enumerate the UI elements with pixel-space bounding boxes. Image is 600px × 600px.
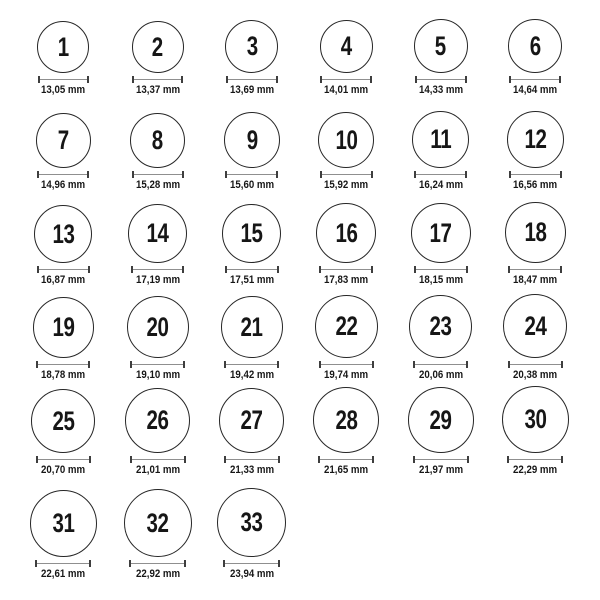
diameter-label: 22,61 mm bbox=[41, 568, 86, 580]
ring-size-row bbox=[16, 99, 600, 194]
ring-size-number: 26 bbox=[146, 405, 169, 435]
diameter-dimension-line bbox=[36, 456, 91, 463]
diameter-label: 18,15 mm bbox=[418, 274, 463, 286]
diameter-label: 15,60 mm bbox=[229, 179, 275, 191]
ring-size-number: 4 bbox=[340, 31, 352, 61]
diameter-label: 14,33 mm bbox=[418, 84, 463, 96]
ring-circle bbox=[225, 20, 278, 73]
ring-size-cell bbox=[488, 194, 582, 289]
diameter-label: 18,78 mm bbox=[41, 369, 86, 381]
diameter-dimension-line bbox=[132, 171, 184, 178]
ring-circle bbox=[37, 21, 89, 73]
ring-circle bbox=[507, 111, 564, 168]
ring-size-number: 17 bbox=[429, 217, 452, 248]
ring-size-cell bbox=[16, 4, 110, 99]
ring-size-number: 27 bbox=[240, 405, 263, 435]
ring-circle bbox=[127, 296, 189, 358]
ring-size-cell bbox=[110, 4, 204, 99]
ring-size-number: 1 bbox=[57, 31, 69, 62]
ring-size-cell bbox=[110, 99, 204, 194]
ring-size-cell bbox=[394, 194, 488, 289]
diameter-label: 17,51 mm bbox=[229, 274, 275, 286]
ring-size-number: 6 bbox=[529, 30, 541, 61]
diameter-dimension-line bbox=[37, 266, 90, 273]
ring-circle bbox=[125, 388, 190, 453]
ring-circle bbox=[224, 112, 280, 168]
ring-size-number: 9 bbox=[246, 124, 258, 155]
ring-size-number: 3 bbox=[246, 31, 258, 61]
ring-size-cell bbox=[110, 289, 204, 384]
ring-size-cell bbox=[488, 99, 582, 194]
ring-size-number: 32 bbox=[146, 507, 169, 538]
ring-circle bbox=[130, 113, 185, 168]
diameter-dimension-line bbox=[130, 456, 186, 463]
diameter-label: 15,92 mm bbox=[324, 179, 369, 191]
diameter-dimension-line bbox=[318, 456, 374, 463]
diameter-dimension-line bbox=[320, 171, 373, 178]
ring-size-cell bbox=[488, 289, 582, 384]
ring-size-number: 29 bbox=[429, 404, 452, 435]
diameter-dimension-line bbox=[37, 171, 89, 178]
ring-circle bbox=[315, 295, 378, 358]
ring-size-number: 31 bbox=[52, 508, 75, 538]
diameter-dimension-line bbox=[35, 560, 91, 567]
ring-size-number: 14 bbox=[146, 218, 169, 248]
ring-size-cell bbox=[16, 194, 110, 289]
ring-size-number: 13 bbox=[52, 218, 75, 249]
diameter-dimension-line bbox=[129, 560, 186, 567]
ring-size-number: 21 bbox=[240, 311, 263, 342]
diameter-label: 14,64 mm bbox=[513, 84, 558, 96]
ring-size-number: 16 bbox=[335, 217, 358, 248]
ring-size-number: 15 bbox=[240, 218, 263, 248]
ring-circle bbox=[132, 21, 184, 73]
diameter-label: 19,42 mm bbox=[229, 369, 275, 381]
diameter-label: 16,56 mm bbox=[513, 179, 558, 191]
diameter-label: 19,10 mm bbox=[135, 369, 180, 381]
ring-size-cell bbox=[110, 194, 204, 289]
ring-circle bbox=[414, 19, 468, 73]
ring-size-number: 5 bbox=[435, 30, 447, 61]
ring-circle bbox=[30, 490, 97, 557]
ring-circle bbox=[36, 113, 91, 168]
ring-size-number: 22 bbox=[335, 311, 358, 341]
ring-size-row bbox=[16, 194, 600, 289]
ring-circle bbox=[316, 203, 376, 263]
ring-circle bbox=[320, 20, 373, 73]
ring-circle bbox=[222, 204, 281, 263]
diameter-dimension-line bbox=[319, 266, 373, 273]
ring-size-cell bbox=[205, 479, 299, 583]
diameter-dimension-line bbox=[36, 361, 90, 368]
ring-size-number: 10 bbox=[335, 124, 358, 155]
diameter-label: 17,83 mm bbox=[324, 274, 369, 286]
diameter-dimension-line bbox=[223, 560, 280, 567]
ring-circle bbox=[124, 489, 192, 557]
diameter-dimension-line bbox=[38, 76, 89, 83]
ring-size-cell bbox=[205, 384, 299, 479]
diameter-label: 21,65 mm bbox=[324, 464, 369, 476]
diameter-dimension-line bbox=[320, 76, 372, 83]
diameter-dimension-line bbox=[415, 76, 467, 83]
ring-size-number: 19 bbox=[52, 312, 75, 342]
ring-size-number: 25 bbox=[52, 405, 75, 436]
ring-size-cell bbox=[16, 289, 110, 384]
ring-circle bbox=[409, 295, 472, 358]
diameter-dimension-line bbox=[413, 361, 468, 368]
ring-size-number: 23 bbox=[429, 311, 452, 341]
diameter-label: 14,01 mm bbox=[324, 84, 369, 96]
ring-size-cell bbox=[394, 4, 488, 99]
diameter-label: 16,24 mm bbox=[418, 179, 463, 191]
ring-size-cell bbox=[394, 289, 488, 384]
ring-circle bbox=[33, 297, 94, 358]
ring-size-cell bbox=[488, 4, 582, 99]
ring-size-number: 7 bbox=[57, 125, 69, 155]
ring-size-cell bbox=[488, 384, 582, 479]
diameter-label: 15,28 mm bbox=[135, 179, 180, 191]
ring-size-cell bbox=[16, 479, 110, 583]
diameter-dimension-line bbox=[132, 76, 183, 83]
diameter-label: 20,06 mm bbox=[418, 369, 463, 381]
ring-size-cell bbox=[110, 384, 204, 479]
diameter-label: 13,05 mm bbox=[41, 84, 86, 96]
diameter-label: 17,19 mm bbox=[135, 274, 180, 286]
ring-size-row bbox=[16, 479, 600, 583]
ring-circle bbox=[408, 387, 474, 453]
diameter-dimension-line bbox=[319, 361, 374, 368]
ring-size-number: 2 bbox=[152, 31, 164, 62]
ring-size-number: 20 bbox=[146, 311, 169, 342]
ring-circle bbox=[128, 204, 187, 263]
diameter-dimension-line bbox=[509, 76, 561, 83]
ring-size-cell bbox=[394, 384, 488, 479]
diameter-dimension-line bbox=[509, 171, 562, 178]
ring-size-cell bbox=[205, 4, 299, 99]
ring-circle bbox=[31, 389, 95, 453]
diameter-dimension-line bbox=[224, 361, 279, 368]
ring-circle bbox=[318, 112, 374, 168]
diameter-label: 21,33 mm bbox=[229, 464, 275, 476]
ring-size-cell bbox=[205, 289, 299, 384]
ring-circle bbox=[219, 388, 284, 453]
diameter-dimension-line bbox=[508, 266, 562, 273]
ring-size-cell bbox=[299, 4, 393, 99]
diameter-dimension-line bbox=[131, 266, 184, 273]
ring-circle bbox=[503, 294, 567, 358]
ring-size-number: 30 bbox=[524, 404, 547, 434]
ring-circle bbox=[34, 205, 92, 263]
ring-size-row bbox=[16, 289, 600, 384]
ring-circle bbox=[502, 386, 569, 453]
diameter-label: 22,92 mm bbox=[135, 568, 180, 580]
ring-size-cell bbox=[394, 99, 488, 194]
ring-size-number: 24 bbox=[524, 310, 547, 341]
diameter-label: 20,38 mm bbox=[513, 369, 558, 381]
ring-circle bbox=[411, 203, 471, 263]
ring-circle bbox=[221, 296, 283, 358]
diameter-dimension-line bbox=[414, 171, 467, 178]
diameter-label: 13,69 mm bbox=[229, 84, 275, 96]
ring-size-row bbox=[16, 384, 600, 479]
diameter-label: 16,87 mm bbox=[41, 274, 86, 286]
diameter-dimension-line bbox=[413, 456, 469, 463]
diameter-dimension-line bbox=[130, 361, 185, 368]
diameter-dimension-line bbox=[224, 456, 280, 463]
diameter-label: 14,96 mm bbox=[41, 179, 86, 191]
ring-size-cell bbox=[205, 194, 299, 289]
diameter-label: 23,94 mm bbox=[229, 568, 275, 580]
ring-size-cell bbox=[205, 99, 299, 194]
ring-size-cell bbox=[299, 99, 393, 194]
ring-circle bbox=[217, 488, 286, 557]
diameter-label: 21,97 mm bbox=[418, 464, 463, 476]
ring-circle bbox=[313, 387, 379, 453]
diameter-dimension-line bbox=[226, 76, 278, 83]
diameter-label: 22,29 mm bbox=[513, 464, 558, 476]
ring-size-cell bbox=[299, 384, 393, 479]
ring-size-number: 11 bbox=[430, 124, 452, 154]
diameter-label: 21,01 mm bbox=[135, 464, 180, 476]
ring-size-row bbox=[16, 4, 600, 99]
diameter-label: 13,37 mm bbox=[135, 84, 180, 96]
ring-circle bbox=[508, 19, 562, 73]
ring-circle bbox=[505, 202, 566, 263]
ring-size-number: 12 bbox=[524, 124, 547, 154]
ring-size-number: 8 bbox=[152, 125, 164, 155]
diameter-label: 20,70 mm bbox=[41, 464, 86, 476]
ring-size-cell bbox=[110, 479, 204, 583]
diameter-dimension-line bbox=[508, 361, 563, 368]
ring-size-cell bbox=[16, 384, 110, 479]
ring-size-cell bbox=[16, 99, 110, 194]
ring-size-number: 28 bbox=[335, 404, 358, 435]
diameter-label: 19,74 mm bbox=[324, 369, 369, 381]
diameter-dimension-line bbox=[414, 266, 468, 273]
ring-circle bbox=[412, 111, 469, 168]
diameter-dimension-line bbox=[507, 456, 563, 463]
ring-size-number: 33 bbox=[240, 507, 263, 537]
diameter-label: 18,47 mm bbox=[513, 274, 558, 286]
ring-size-cell bbox=[299, 194, 393, 289]
diameter-dimension-line bbox=[225, 171, 278, 178]
ring-size-number: 18 bbox=[524, 217, 547, 247]
diameter-dimension-line bbox=[225, 266, 279, 273]
ring-size-cell bbox=[299, 289, 393, 384]
